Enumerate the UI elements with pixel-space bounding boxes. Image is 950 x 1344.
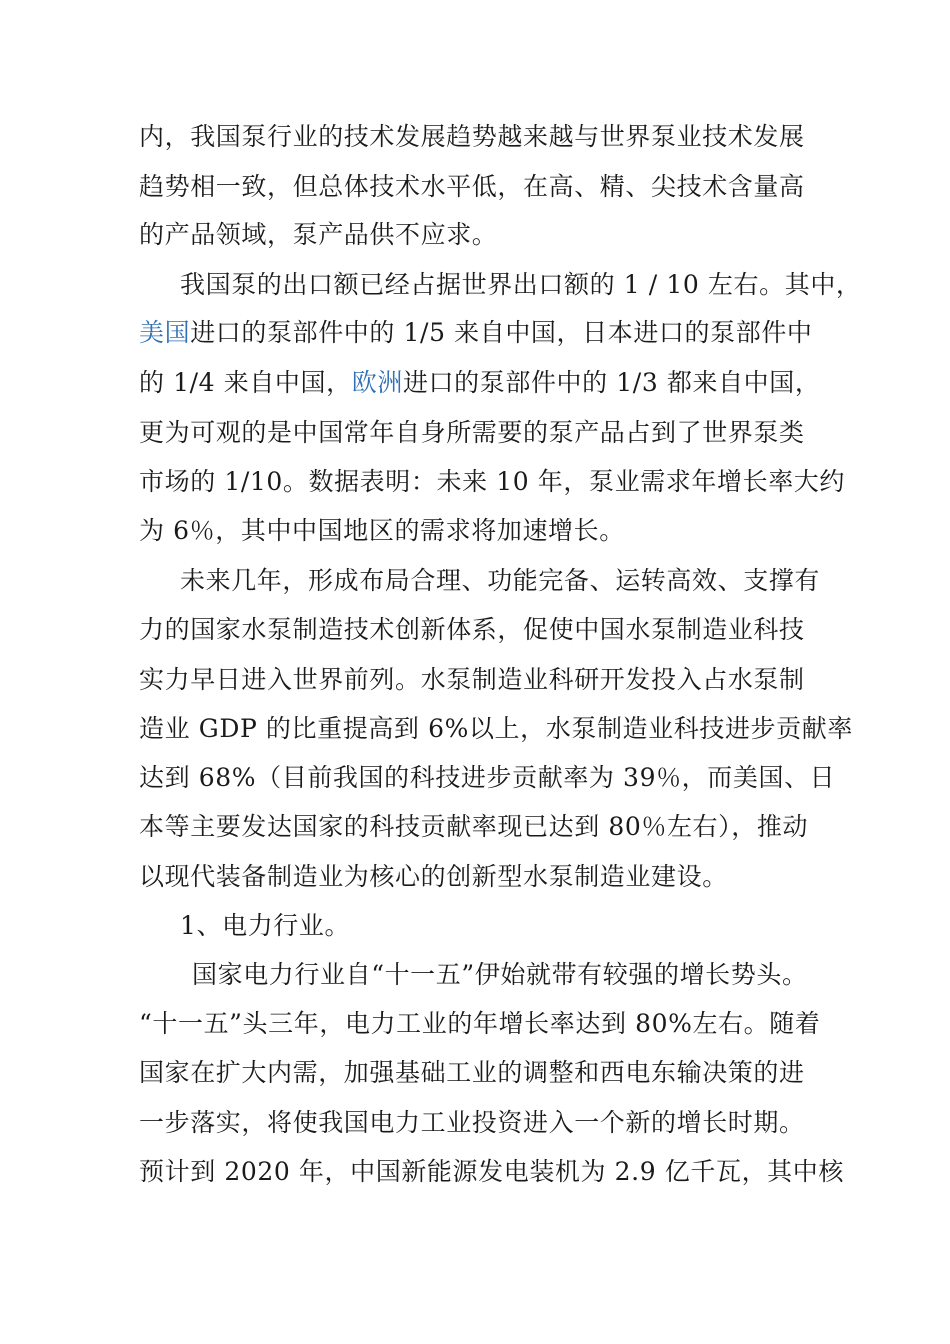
text-line: 本等主要发达国家的科技贡献率现已达到 80％左右），推动 [139, 812, 809, 841]
link-europe[interactable]: 欧洲 [351, 368, 403, 397]
text-line: 的产品领域，泵产品供不应求。 [139, 220, 498, 249]
text-line [139, 318, 813, 348]
text-line: 为 6％，其中中国地区的需求将加速增长。 [139, 516, 625, 545]
text-line: “十一五”头三年，电力工业的年增长率达到 80%左右。随着 [139, 1009, 821, 1038]
text-segment: 进口的泵部件中的 1/5 来自中国，日本进口的泵部件中 [190, 318, 813, 347]
text-line: 内，我国泵行业的技术发展趋势越来越与世界泵业技术发展 [139, 122, 805, 151]
section-heading: 1、电力行业。 [180, 911, 351, 940]
text-line: 我国泵的出口额已经占据世界出口额的 1 / 10 左右。其中， [180, 270, 862, 299]
text-line: 预计到 2020 年，中国新能源发电装机为 2.9 亿千瓦，其中核 [139, 1157, 844, 1186]
text-line: 市场的 1/10。数据表明：未来 10 年，泵业需求年增长率大约 [139, 467, 845, 496]
text-segment: 进口的泵部件中的 1/3 都来自中国， [402, 368, 821, 397]
text-line: 达到 68%（目前我国的科技进步贡献率为 39％，而美国、日 [139, 763, 836, 792]
text-line: 未来几年，形成布局合理、功能完备、运转高效、支撑有 [180, 566, 821, 595]
text-line: 趋势相一致，但总体技术水平低，在高、精、尖技术含量高 [139, 172, 805, 201]
text-line: 更为可观的是中国常年自身所需要的泵产品占到了世界泵类 [139, 418, 805, 447]
text-line [139, 368, 820, 398]
text-line: 力的国家水泵制造技术创新体系，促使中国水泵制造业科技 [139, 615, 805, 644]
text-line: 实力早日进入世界前列。水泵制造业科研开发投入占水泵制 [139, 665, 805, 694]
text-segment: 的 1/4 来自中国， [139, 368, 352, 397]
text-line: 国家电力行业自“十一五”伊始就带有较强的增长势头。 [192, 960, 808, 989]
text-line: 造业 GDP 的比重提高到 6%以上，水泵制造业科技进步贡献率 [139, 714, 853, 743]
text-line: 一步落实，将使我国电力工业投资进入一个新的增长时期。 [139, 1108, 805, 1137]
link-usa[interactable]: 美国 [139, 318, 191, 347]
text-line: 国家在扩大内需，加强基础工业的调整和西电东输决策的进 [139, 1058, 805, 1087]
text-line: 以现代装备制造业为核心的创新型水泵制造业建设。 [139, 862, 728, 891]
